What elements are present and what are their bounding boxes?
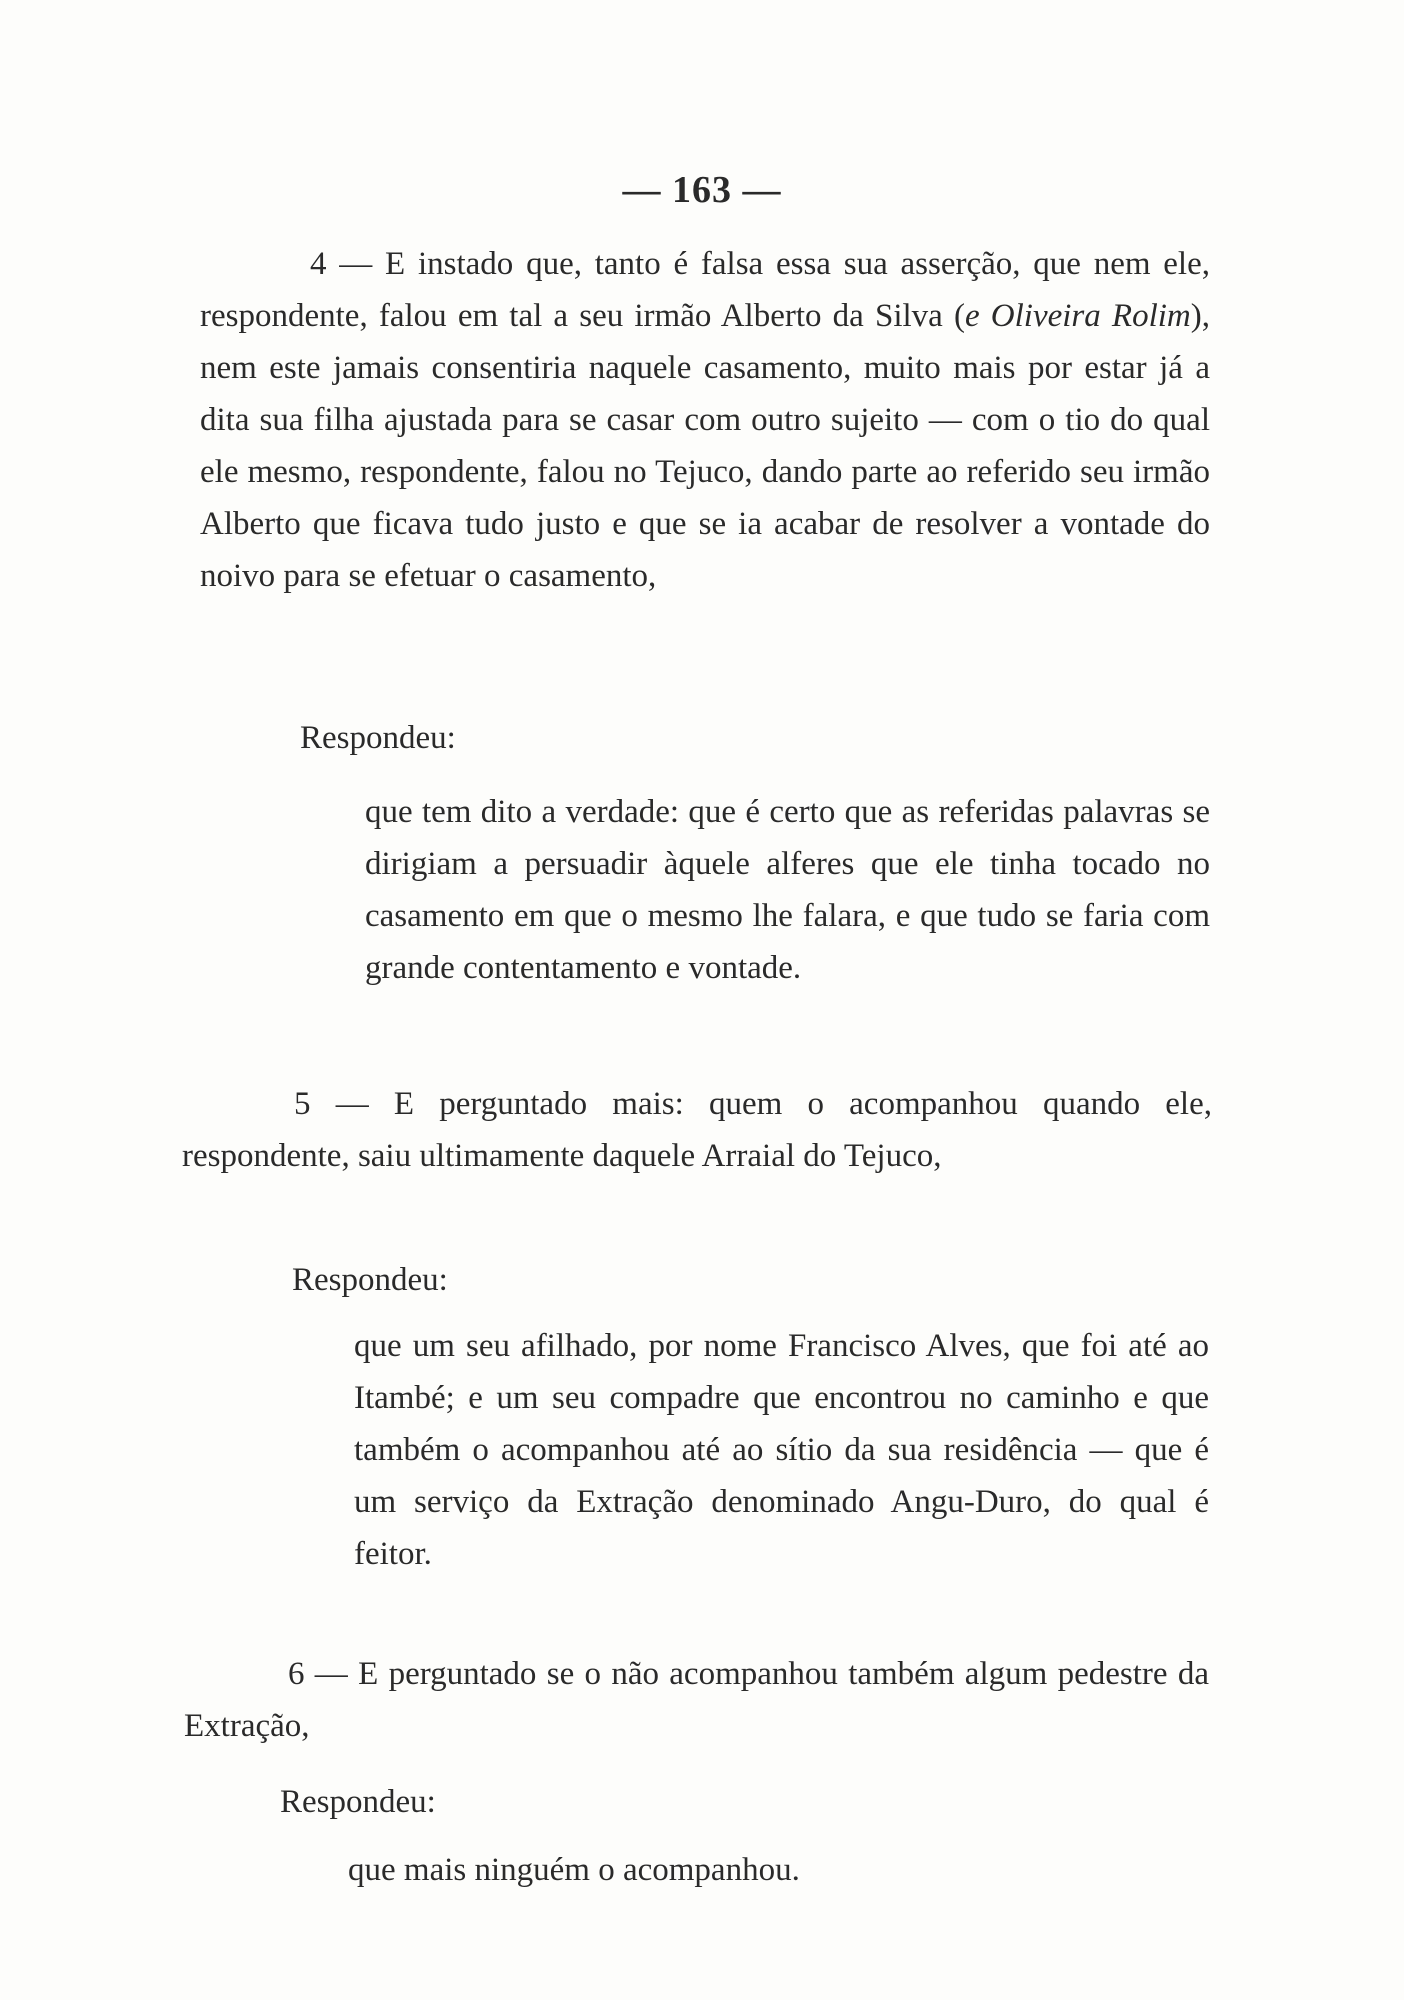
question-4-text-part1: 4 — E instado que, tanto é falsa essa sua asserção, que nem ele, respondente, falou em tal a seu irmão Alberto da Silva ( [200,246,1210,334]
question-4-text [200,238,1210,602]
question-5-text: 5 — E perguntado mais: quem o acompanhou quando ele, respondente, saiu ultimamente daquele Arraial do Tejuco, [182,1086,1212,1174]
respondeu-label-5: Respondeu: [292,1262,448,1298]
question-6-text: 6 — E perguntado se o não acompanhou também algum pedestre da Extração, [184,1656,1209,1744]
respondeu-label-4: Respondeu: [300,720,456,756]
question-4-text-part2: ), nem este jamais consentiria naquele casamento, muito mais por estar já a dita sua filha ajustada para se casar com outro sujeito — com o tio do qual ele mesmo, respondente, falou no Tejuco, dando parte ao referido seu irmão Alberto que ficava tudo justo e que se ia acabar de resolver a vontade do noivo para se efetuar o casamento, [200,298,1210,594]
answer-5: que um seu afilhado, por nome Francisco Alves, que foi até ao Itambé; e um seu compadre que encontrou no caminho e que também o acompanhou até ao sítio da sua residência — que é um serviço da Extração denominado Angu-Duro, do qual é feitor. [354,1328,1209,1572]
question-5 [182,1078,1212,1182]
answer-6: que mais ninguém o acompanhou. [348,1852,800,1888]
question-4 [200,238,1210,602]
respondeu-label-6: Respondeu: [280,1784,436,1820]
answer-4: que tem dito a verdade: que é certo que as referidas palavras se dirigiam a persuadir àquele alferes que ele tinha tocado no casamento em que o mesmo lhe falara, e que tudo se faria com grande contentamento e vontade. [365,794,1210,986]
page-number: — 163 — [622,169,782,211]
question-4-italic: e Oliveira Rolim [964,298,1191,334]
question-6 [184,1648,1209,1752]
